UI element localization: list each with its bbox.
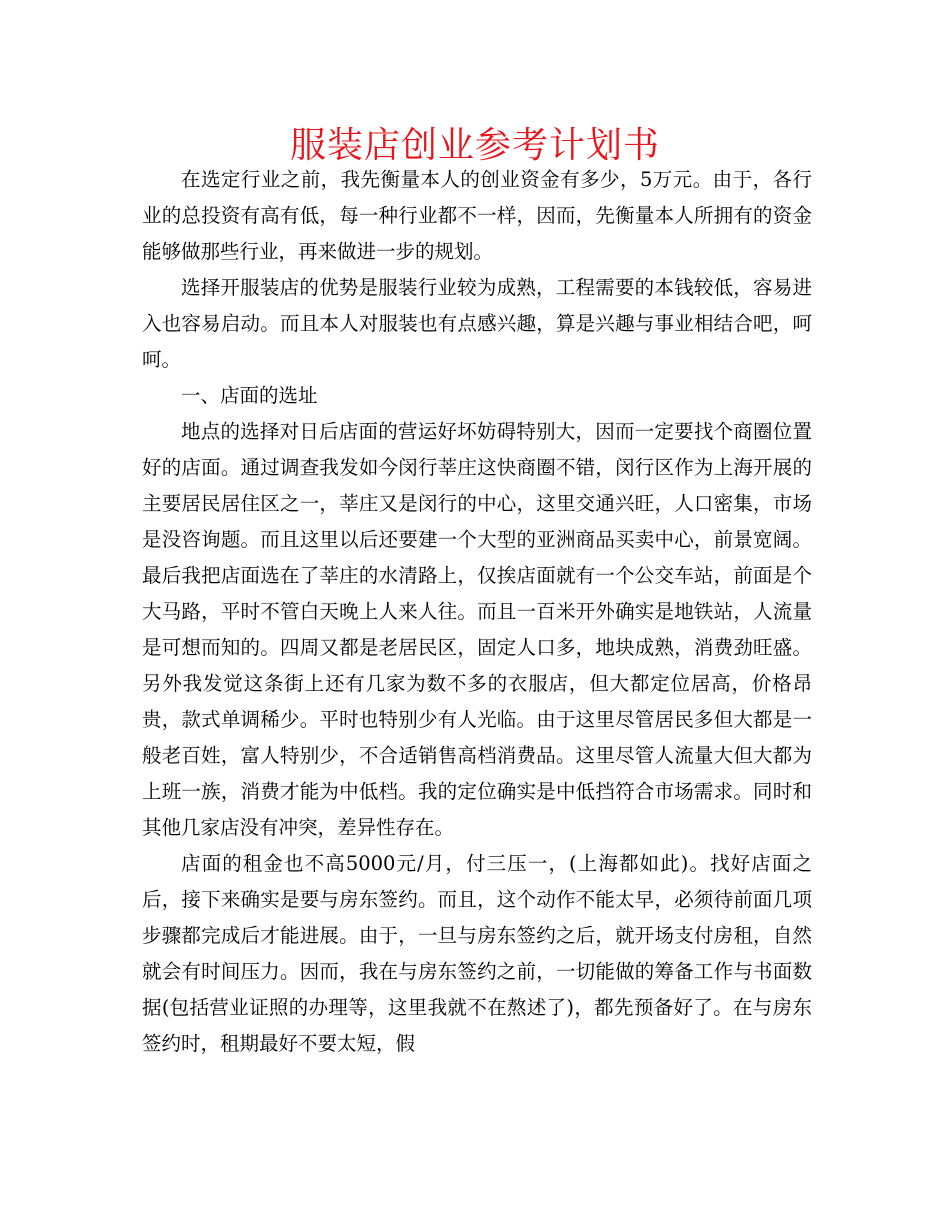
- paragraph-intro: 在选定行业之前，我先衡量本人的创业资金有多少，5万元。由于，各行业的总投资有高有低，每一种行业都不一样，因而，先衡量本人所拥有的资金能够做那些行业，再来做进一步的规划。: [142, 168, 812, 263]
- paragraph-advantage: 选择开服装店的优势是服装行业较为成熟，工程需要的本钱较低，容易进入也容易启动。而且本人对服装也有点感兴趣，算是兴趣与事业相结合吧，呵呵。: [142, 276, 812, 371]
- paragraph-rent: 店面的租金也不高5000元/月，付三压一，(上海都如此)。找好店面之后，接下来确实是要与房东签约。而且，这个动作不能太早，必须待前面几项步骤都完成后才能进展。由于，一旦与房东签约之后，就开场支付房租，自然就会有时间压力。因而，我在与房东签约之前，一切能做的筹备工作与书面数据(包括营业证照的办理等，这里我就不在熬述了)，都先预备好了。在与房东签约时，租期最好不要太短，假: [142, 852, 812, 1055]
- document-title: 服装店创业参考计划书: [289, 125, 660, 166]
- section-heading-location: 一、店面的选址: [181, 384, 318, 407]
- paragraph-location: 地点的选择对日后店面的营运好坏妨碍特别大，因而一定要找个商圈位置好的店面。通过调查我发如今闵行莘庄这快商圈不错，闵行区作为上海开展的主要居民居住区之一，莘庄又是闵行的中心，这里交通兴旺，人口密集，市场是没咨询题。而且这里以后还要建一个大型的亚洲商品买卖中心，前景宽阔。最后我把店面选在了莘庄的水清路上，仅挨店面就有一个公交车站，前面是个大马路，平时不管白天晚上人来人往。而且一百米开外确实是地铁站，人流量是可想而知的。四周又都是老居民区，固定人口多，地块成熟，消费劲旺盛。另外我发觉这条街上还有几家为数不多的衣服店，但大都定位居高，价格昂贵，款式单调稀少。平时也特别少有人光临。由于这里尽管居民多但大都是一般老百姓，富人特别少，不合适销售高档消费品。这里尽管人流量大但大都为上班一族，消费才能为中低档。我的定位确实是中低挡符合市场需求。同时和其他几家店没有冲突，差异性存在。: [142, 420, 812, 839]
- document-body: [142, 162, 812, 1062]
